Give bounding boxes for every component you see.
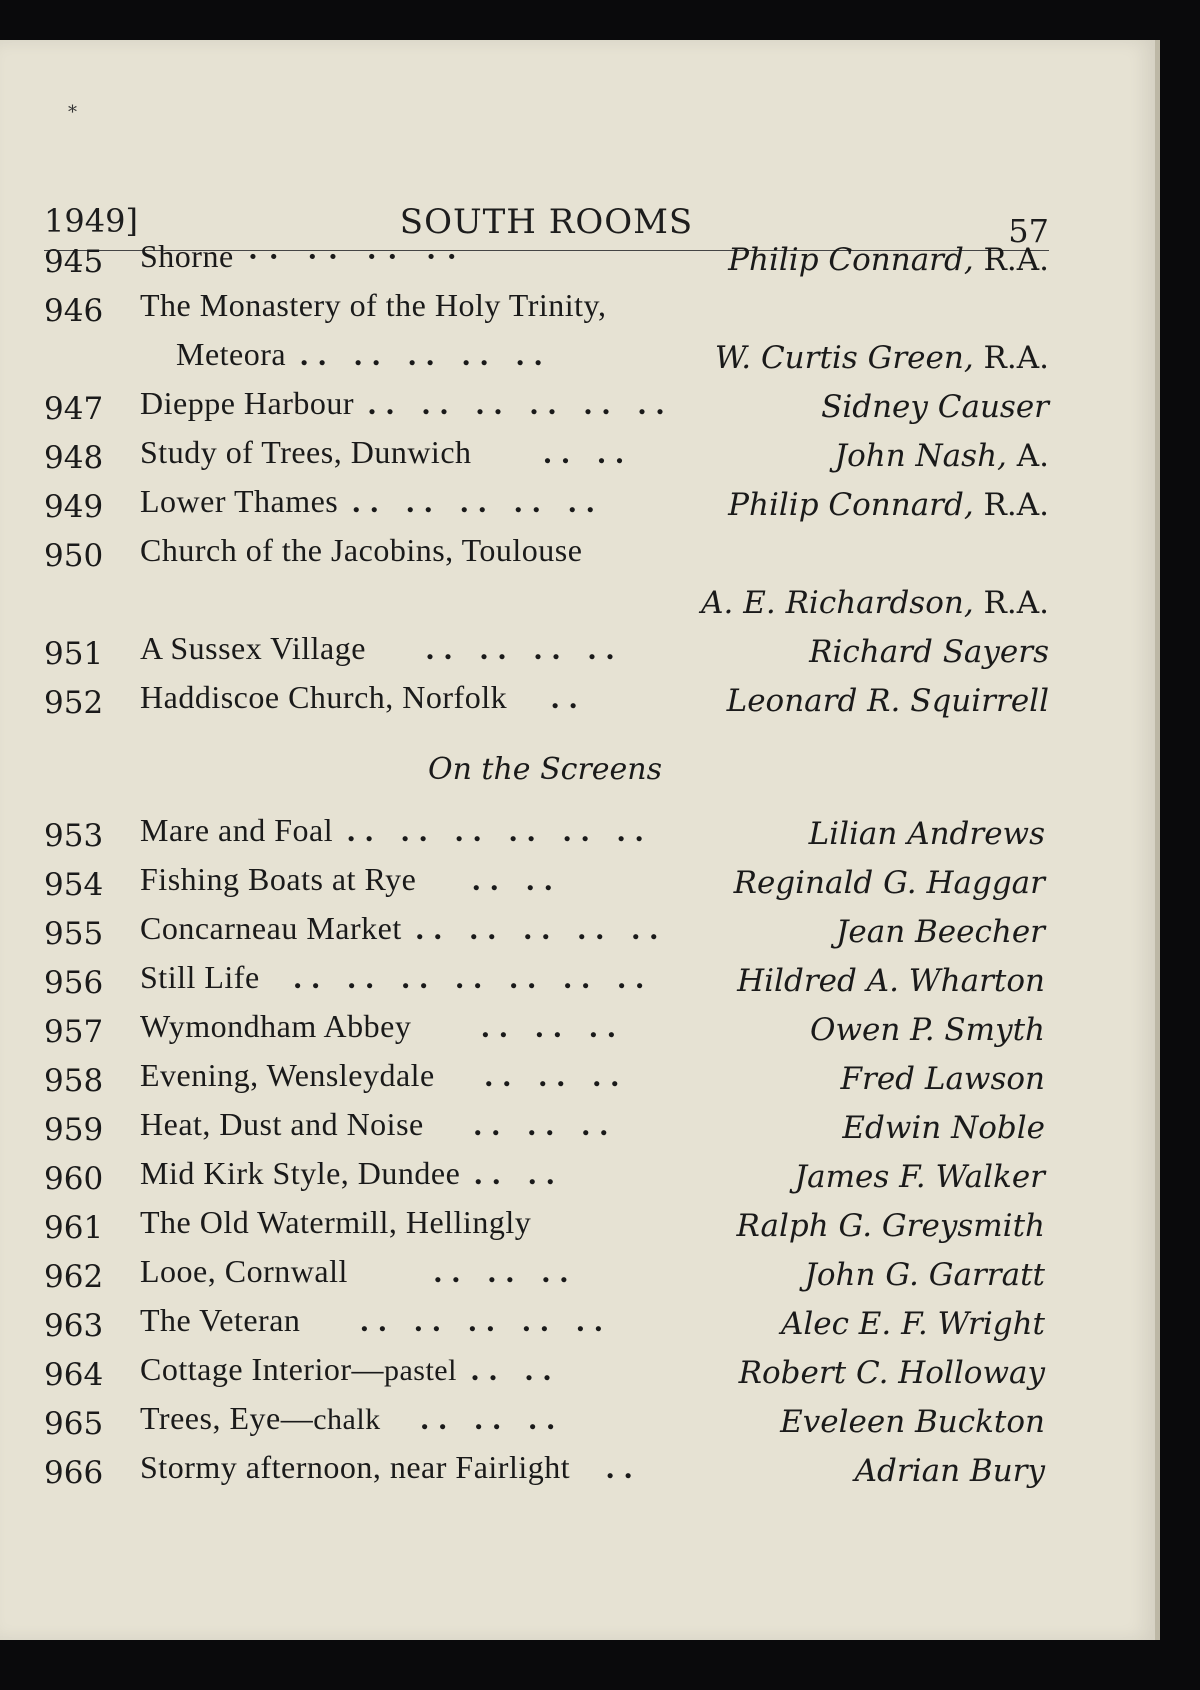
leader-dots: .. ..	[472, 861, 563, 897]
catalogue-entry	[44, 1106, 1045, 1155]
catalogue-entry	[44, 679, 1049, 728]
catalogue-entry	[44, 1057, 1045, 1106]
leader-dots: .. .. .. .. ..	[360, 1302, 613, 1338]
entry-title: Trees, Eye—chalk .. .. ..	[140, 1400, 565, 1436]
entry-number: 960	[44, 1161, 104, 1197]
page-title: SOUTH ROOMS	[399, 202, 694, 242]
entry-number: 948	[44, 440, 104, 476]
catalogue-entry	[44, 1155, 1045, 1204]
entry-title: Fishing Boats at Rye .. ..	[140, 861, 563, 897]
catalogue-entry	[44, 1302, 1045, 1351]
catalogue-entry	[44, 1204, 1045, 1253]
entry-title-continuation: Meteora .. .. .. .. ..	[176, 336, 553, 372]
entry-number: 961	[44, 1210, 104, 1246]
ink-speck: *	[68, 102, 77, 123]
entry-artist: Adrian Bury	[854, 1453, 1045, 1489]
entry-artist: Richard Sayers	[809, 634, 1049, 670]
entry-number: 959	[44, 1112, 104, 1148]
entry-number: 956	[44, 965, 104, 1001]
entry-title: Concarneau Market .. .. .. .. ..	[140, 910, 668, 946]
entry-title: Study of Trees, Dunwich .. ..	[140, 434, 634, 470]
entry-number: 950	[44, 538, 104, 574]
entry-number: 954	[44, 867, 104, 903]
entry-title: Dieppe Harbour .. .. .. .. .. ..	[140, 385, 675, 421]
entry-number: 964	[44, 1357, 104, 1393]
catalogue-entry	[44, 385, 1049, 434]
entry-title: Haddiscoe Church, Norfolk ..	[140, 679, 588, 715]
catalogue-entry	[44, 910, 1045, 959]
entry-number: 946	[44, 293, 104, 329]
leader-dots: .. .. .. ..	[425, 630, 624, 666]
leader-dots: ..	[606, 1449, 643, 1485]
entry-artist: Sidney Causer	[821, 389, 1049, 425]
entry-title: Still Life .. .. .. .. .. .. ..	[140, 959, 654, 995]
entry-artist: John G. Garratt	[804, 1257, 1045, 1293]
entry-title: Evening, Wensleydale .. .. ..	[140, 1057, 629, 1093]
entry-artist: Ralph G. Greysmith	[736, 1208, 1045, 1244]
catalogue-entry	[44, 630, 1049, 679]
entry-artist: Reginald G. Haggar	[733, 865, 1045, 901]
leader-dots: .. .. .. .. .. ..	[368, 385, 675, 421]
entry-title: Church of the Jacobins, Toulouse	[140, 532, 583, 568]
entry-artist: Fred Lawson	[840, 1061, 1045, 1097]
catalogue-entry	[44, 1008, 1045, 1057]
entry-title: A Sussex Village .. .. .. ..	[140, 630, 624, 666]
entry-number: 955	[44, 916, 104, 952]
entry-title: Mid Kirk Style, Dundee .. ..	[140, 1155, 565, 1191]
entry-artist: John Nash, A.	[834, 438, 1049, 474]
header-year: 1949]	[44, 202, 138, 240]
catalogue-entry	[44, 532, 1049, 630]
entry-number: 957	[44, 1014, 104, 1050]
leader-dots: .. .. ..	[473, 1106, 618, 1142]
entry-number: 962	[44, 1259, 104, 1295]
entry-artist: Jean Beecher	[835, 914, 1045, 950]
leader-dots: .. .. ..	[433, 1253, 578, 1289]
entry-title: The Monastery of the Holy Trinity,	[140, 287, 607, 323]
leader-dots: .. .. ..	[484, 1057, 629, 1093]
section-heading: On the Screens	[427, 752, 663, 787]
leader-dots: .. ..	[543, 434, 634, 470]
entry-title: Shorne ·· ·· ·· ··	[140, 238, 468, 274]
entry-number: 947	[44, 391, 104, 427]
catalogue-entry	[44, 1449, 1045, 1498]
entry-title: Mare and Foal .. .. .. .. .. ..	[140, 812, 654, 848]
catalogue-entry	[44, 483, 1049, 532]
catalogue-entry	[44, 812, 1045, 861]
leader-dots: .. .. .. .. ..	[415, 910, 668, 946]
leader-dots: .. .. .. .. .. ..	[347, 812, 654, 848]
entry-artist: Philip Connard, R.A.	[728, 487, 1049, 523]
entry-artist: Edwin Noble	[842, 1110, 1045, 1146]
leader-dots: .. .. ..	[481, 1008, 626, 1044]
entry-number: 949	[44, 489, 104, 525]
leader-dots: .. .. .. .. ..	[352, 483, 605, 519]
entry-artist: W. Curtis Green, R.A.	[714, 340, 1049, 376]
entry-title: Wymondham Abbey .. .. ..	[140, 1008, 626, 1044]
catalogue-entry	[44, 1253, 1045, 1302]
entry-number: 963	[44, 1308, 104, 1344]
entry-artist: A. E. Richardson, R.A.	[701, 585, 1049, 621]
entry-title: The Old Watermill, Hellingly	[140, 1204, 532, 1240]
leader-dots: .. .. ..	[420, 1400, 565, 1436]
catalogue-entry	[44, 287, 1049, 385]
leader-dots: .. ..	[474, 1155, 565, 1191]
entry-number: 965	[44, 1406, 104, 1442]
screens-list	[44, 812, 1045, 1498]
catalogue-entry	[44, 238, 1049, 287]
entry-title: Stormy afternoon, near Fairlight ..	[140, 1449, 643, 1485]
entry-artist: Lilian Andrews	[808, 816, 1045, 852]
entry-artist: Philip Connard, R.A.	[728, 242, 1049, 278]
entry-title: Heat, Dust and Noise .. .. ..	[140, 1106, 618, 1142]
leader-dots: .. .. .. .. ..	[300, 336, 553, 372]
entry-number: 951	[44, 636, 104, 672]
catalogue-entry	[44, 861, 1045, 910]
entry-artist: Leonard R. Squirrell	[726, 683, 1049, 719]
entry-number: 953	[44, 818, 104, 854]
catalogue-list	[44, 238, 1049, 728]
entry-number: 966	[44, 1455, 104, 1491]
entry-number: 945	[44, 244, 104, 280]
entry-artist: Robert C. Holloway	[738, 1355, 1045, 1391]
leader-dots: ·· ·· ·· ··	[247, 238, 468, 274]
entry-artist: James F. Walker	[794, 1159, 1045, 1195]
entry-title: The Veteran .. .. .. .. ..	[140, 1302, 613, 1338]
entry-artist: Eveleen Buckton	[780, 1404, 1045, 1440]
entry-title: Lower Thames .. .. .. .. ..	[140, 483, 605, 519]
entry-artist: Owen P. Smyth	[810, 1012, 1045, 1048]
entry-title: Cottage Interior—pastel .. ..	[140, 1351, 561, 1387]
entry-artist: Alec E. F. Wright	[780, 1306, 1045, 1342]
entry-number: 958	[44, 1063, 104, 1099]
leader-dots: ..	[551, 679, 588, 715]
catalogue-entry	[44, 959, 1045, 1008]
leader-dots: .. .. .. .. .. .. ..	[293, 959, 654, 995]
catalogue-entry	[44, 1400, 1045, 1449]
entry-title: Looe, Cornwall .. .. ..	[140, 1253, 578, 1289]
catalogue-entry	[44, 1351, 1045, 1400]
page-number: 57	[1008, 212, 1049, 250]
catalogue-entry	[44, 434, 1049, 483]
entry-artist: Hildred A. Wharton	[737, 963, 1045, 999]
leader-dots: .. ..	[470, 1351, 561, 1387]
entry-number: 952	[44, 685, 104, 721]
